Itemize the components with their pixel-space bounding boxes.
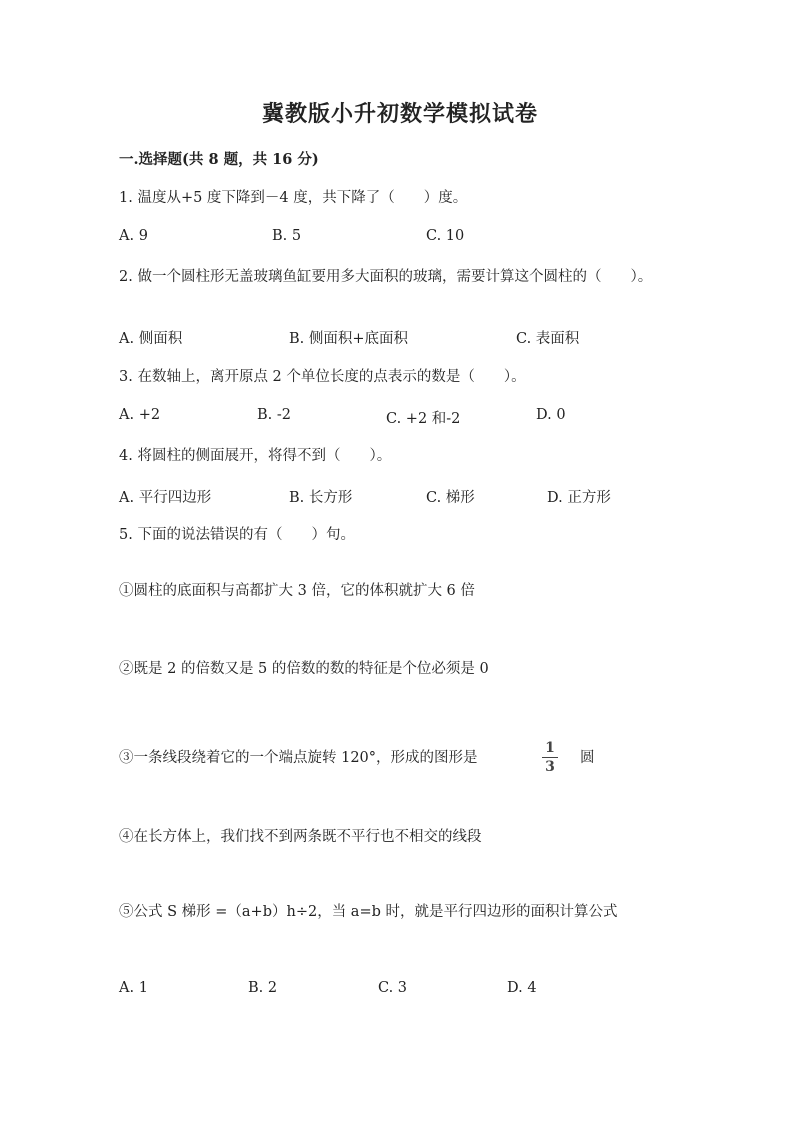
statement-3: ③一条线段绕着它的一个端点旋转 120°，形成的图形是 [119,750,478,766]
section-heading: 一.选择题(共 8 题，共 16 分) [119,151,319,168]
option-b[interactable]: B. 5 [272,228,302,244]
option-c[interactable]: C. 3 [378,980,408,996]
question-5: 5. 下面的说法错误的有（ ）句。 [119,527,355,543]
statement-1: ①圆柱的底面积与高都扩大 3 倍，它的体积就扩大 6 倍 [119,583,475,599]
option-c[interactable]: C. 10 [426,228,465,244]
option-a[interactable]: A. 侧面积 [119,331,183,347]
question-3: 3. 在数轴上，离开原点 2 个单位长度的点表示的数是（ ）。 [119,369,526,385]
statement-4: ④在长方体上，我们找不到两条既不平行也不相交的线段 [119,829,482,845]
fraction-one-third [538,740,562,775]
option-b[interactable]: B. 2 [248,980,278,996]
option-b[interactable]: B. -2 [257,407,291,423]
option-a[interactable]: A. 1 [119,980,148,996]
option-d[interactable]: D. 4 [507,980,537,996]
option-a[interactable]: A. 平行四边形 [119,490,212,506]
option-b[interactable]: B. 侧面积+底面积 [289,331,409,347]
option-c[interactable]: C. +2 和-2 [386,411,461,427]
option-c[interactable]: C. 表面积 [516,331,580,347]
fraction-bar [542,757,558,758]
question-4: 4. 将圆柱的侧面展开，将得不到（ ）。 [119,448,392,464]
option-d[interactable]: D. 正方形 [547,490,611,506]
statement-3-suffix: 圆 [580,750,595,766]
statement-5: ⑤公式 S 梯形 =（a+b）h÷2，当 a=b 时，就是平行四边形的面积计算公式 [119,904,618,920]
option-d[interactable]: D. 0 [536,407,566,423]
question-4-options [119,486,719,508]
fraction-denominator: 3 [545,759,555,775]
statement-2: ②既是 2 的倍数又是 5 的倍数的数的特征是个位必须是 0 [119,661,489,677]
option-a[interactable]: A. 9 [119,228,148,244]
fraction-numerator: 1 [545,740,555,756]
question-2: 2. 做一个圆柱形无盖玻璃鱼缸要用多大面积的玻璃，需要计算这个圆柱的（ ）。 [119,269,653,285]
page-title: 冀教版小升初数学模拟试卷 [261,101,538,127]
question-1: 1. 温度从+5 度下降到－4 度，共下降了（ ）度。 [119,190,468,206]
question-1-options [119,228,719,250]
option-a[interactable]: A. +2 [119,407,161,423]
option-b[interactable]: B. 长方形 [289,490,353,506]
question-3-options [119,407,719,429]
question-5-options [119,980,719,1002]
option-c[interactable]: C. 梯形 [426,490,475,506]
question-2-options [119,327,719,349]
